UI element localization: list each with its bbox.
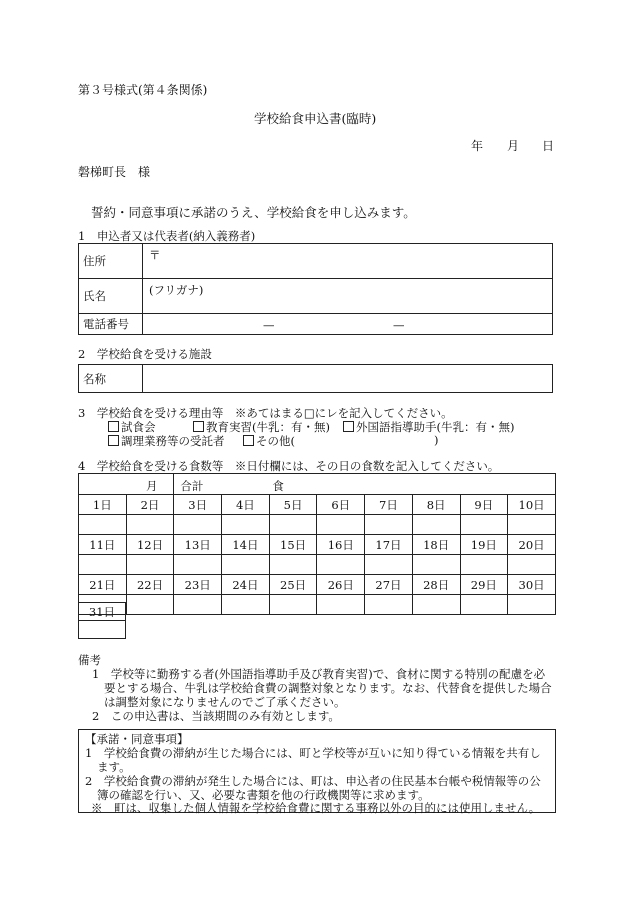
day-header-row <box>79 575 556 595</box>
day-value-cell[interactable] <box>222 555 270 575</box>
consent-text: 2 学校給食費の滞納が発生した場合には、町は、申込者の住民基本台帳や税情報等の公 <box>85 774 541 788</box>
consent-text: 簿の確認を行い、又、必要な書類を他の行政機関等に求めます。 <box>97 788 430 802</box>
day-label: 2日 <box>126 495 174 515</box>
option-label: 教育実習(牛乳：有・無) <box>206 420 330 434</box>
name-field[interactable] <box>143 279 553 314</box>
facility-name-label: 名称 <box>79 365 143 393</box>
day-label: 12日 <box>126 535 174 555</box>
option-label: その他( <box>256 434 295 448</box>
day-label: 3日 <box>174 495 222 515</box>
day-label: 25日 <box>269 575 317 595</box>
note-text: は調整対象になりませんのでご了承ください。 <box>104 695 346 709</box>
day-label: 20日 <box>508 535 556 555</box>
page-title: 学校給食申込書(臨時) <box>254 111 377 126</box>
checkbox[interactable] <box>193 421 204 432</box>
day-value-cell[interactable] <box>460 595 508 615</box>
day-label: 14日 <box>222 535 270 555</box>
day-label: 8日 <box>412 495 460 515</box>
checkbox[interactable] <box>108 435 119 446</box>
day-header-row <box>79 495 556 515</box>
postal-mark: 〒 <box>149 248 161 262</box>
day-value-cell[interactable] <box>365 595 413 615</box>
day-label: 17日 <box>365 535 413 555</box>
checkbox[interactable] <box>108 421 119 432</box>
day-value-row <box>79 555 556 575</box>
reason-teaching-practice[interactable] <box>193 421 330 434</box>
day-label: 21日 <box>79 575 127 595</box>
day-value-cell[interactable] <box>79 621 126 639</box>
date-day[interactable]: 日 <box>542 139 555 153</box>
day-label: 11日 <box>79 535 127 555</box>
day-label: 16日 <box>317 535 365 555</box>
day-label: 29日 <box>460 575 508 595</box>
option-label: 試食会 <box>121 420 156 434</box>
day-value-cell[interactable] <box>269 555 317 575</box>
address-field[interactable] <box>143 244 553 279</box>
day-label: 1日 <box>79 495 127 515</box>
day-label: 6日 <box>317 495 365 515</box>
day-label: 22日 <box>126 575 174 595</box>
day-label: 23日 <box>174 575 222 595</box>
consent-item-2 <box>85 774 541 802</box>
day-label: 31日 <box>79 603 126 621</box>
day-label: 24日 <box>222 575 270 595</box>
day-value-cell[interactable] <box>508 515 556 535</box>
date-year[interactable]: 年 <box>471 139 484 153</box>
day-value-cell[interactable] <box>317 595 365 615</box>
day-value-cell[interactable] <box>174 555 222 575</box>
reason-alt[interactable] <box>343 421 514 434</box>
day-label: 5日 <box>269 495 317 515</box>
day-value-cell[interactable] <box>460 555 508 575</box>
checkbox[interactable] <box>243 435 254 446</box>
day-value-cell[interactable] <box>269 595 317 615</box>
consent-heading: 【承諾・同意事項】 <box>85 732 189 746</box>
day-value-cell[interactable] <box>412 555 460 575</box>
reason-other-close: ) <box>434 433 439 447</box>
consent-box <box>78 729 556 813</box>
month-field[interactable] <box>79 474 174 495</box>
consent-item-1 <box>85 746 541 774</box>
form-label: 第３号様式(第４条関係) <box>78 83 208 97</box>
section3-heading: 3 学校給食を受ける理由等 ※あてはまる□にレを記入してください。 <box>78 406 453 420</box>
day-label: 28日 <box>412 575 460 595</box>
day-header-row <box>79 535 556 555</box>
day-label: 18日 <box>412 535 460 555</box>
day-value-cell[interactable] <box>126 515 174 535</box>
notes-heading: 備考 <box>78 653 101 667</box>
furigana-label: (フリガナ) <box>149 283 204 297</box>
reason-contractor[interactable] <box>108 435 225 448</box>
phone-field[interactable] <box>143 314 553 335</box>
meal-unit: 食 <box>272 479 284 493</box>
day-value-cell[interactable] <box>222 515 270 535</box>
day-value-cell[interactable] <box>174 515 222 535</box>
day-value-row <box>79 515 556 535</box>
day-value-cell[interactable] <box>174 595 222 615</box>
day-value-cell[interactable] <box>365 515 413 535</box>
day-label: 27日 <box>365 575 413 595</box>
day-value-cell[interactable] <box>508 555 556 575</box>
intro-text: 誓約・同意事項に承諾のうえ、学校給食を申し込みます。 <box>91 205 416 220</box>
day-label: 30日 <box>508 575 556 595</box>
day-value-cell[interactable] <box>269 515 317 535</box>
total-field[interactable] <box>174 474 556 495</box>
day-label: 10日 <box>508 495 556 515</box>
applicant-table <box>78 243 553 335</box>
section2-heading: 2 学校給食を受ける施設 <box>78 347 212 361</box>
option-label: 調理業務等の受託者 <box>121 434 225 448</box>
note-2 <box>92 709 340 723</box>
day-value-cell[interactable] <box>317 555 365 575</box>
addressee: 磐梯町長 様 <box>78 165 151 179</box>
day-value-cell[interactable] <box>79 515 127 535</box>
day-value-cell[interactable] <box>317 515 365 535</box>
day-value-cell[interactable] <box>412 595 460 615</box>
month-label: 月 <box>146 479 158 493</box>
reason-tasting[interactable] <box>108 421 156 434</box>
note-text: 学校等に勤務する者(外国語指導助手及び教育実習)で、食材に関する特別の配慮を必 <box>110 667 546 681</box>
facility-name-field[interactable] <box>143 365 553 393</box>
day-value-cell[interactable] <box>126 595 174 615</box>
day-value-cell[interactable] <box>365 555 413 575</box>
date-month[interactable]: 月 <box>507 139 520 153</box>
day-value-cell[interactable] <box>222 595 270 615</box>
phone-dash: — <box>263 318 275 332</box>
consent-text: ます。 <box>97 760 131 774</box>
name-label: 氏名 <box>79 279 143 314</box>
day-value-cell[interactable] <box>126 555 174 575</box>
total-label: 合計 <box>180 479 204 493</box>
note-1 <box>92 667 552 709</box>
day-label: 26日 <box>317 575 365 595</box>
note-number: 1 <box>92 667 100 681</box>
note-number: 2 <box>92 709 100 723</box>
address-label: 住所 <box>79 244 143 279</box>
day-label: 9日 <box>460 495 508 515</box>
checkbox[interactable] <box>343 421 354 432</box>
day-value-cell[interactable] <box>508 595 556 615</box>
day-value-cell[interactable] <box>460 515 508 535</box>
day31-table <box>78 602 126 639</box>
option-label: 外国語指導助手(牛乳：有・無) <box>356 420 515 434</box>
day-value-row <box>79 595 556 615</box>
facility-table <box>78 364 553 393</box>
day-label: 7日 <box>365 495 413 515</box>
day-label: 19日 <box>460 535 508 555</box>
consent-text: 1 学校給食費の滞納が生じた場合には、町と学校等が互いに知り得ている情報を共有し <box>85 746 541 760</box>
consent-item-3: ※ 町は、収集した個人情報を学校給食費に関する事務以外の目的には使用しません。 <box>91 801 541 815</box>
day-label: 4日 <box>222 495 270 515</box>
phone-dash: — <box>393 318 405 332</box>
day-label: 15日 <box>269 535 317 555</box>
section4-heading: 4 学校給食を受ける食数等 ※日付欄には、その日の食数を記入してください。 <box>78 459 500 473</box>
day-value-cell[interactable] <box>79 555 127 575</box>
note-text: 要とする場合、牛乳は学校給食費の調整対象となります。なお、代替食を提供した場合 <box>104 681 552 695</box>
day-value-cell[interactable] <box>412 515 460 535</box>
note-text: この申込書は、当該期間のみ有効とします。 <box>110 709 340 723</box>
reason-other[interactable] <box>243 435 295 448</box>
section1-heading: 1 申込者又は代表者(納入義務者) <box>78 229 256 243</box>
meal-count-table <box>78 473 556 615</box>
phone-label: 電話番号 <box>79 314 143 335</box>
day-label: 13日 <box>174 535 222 555</box>
